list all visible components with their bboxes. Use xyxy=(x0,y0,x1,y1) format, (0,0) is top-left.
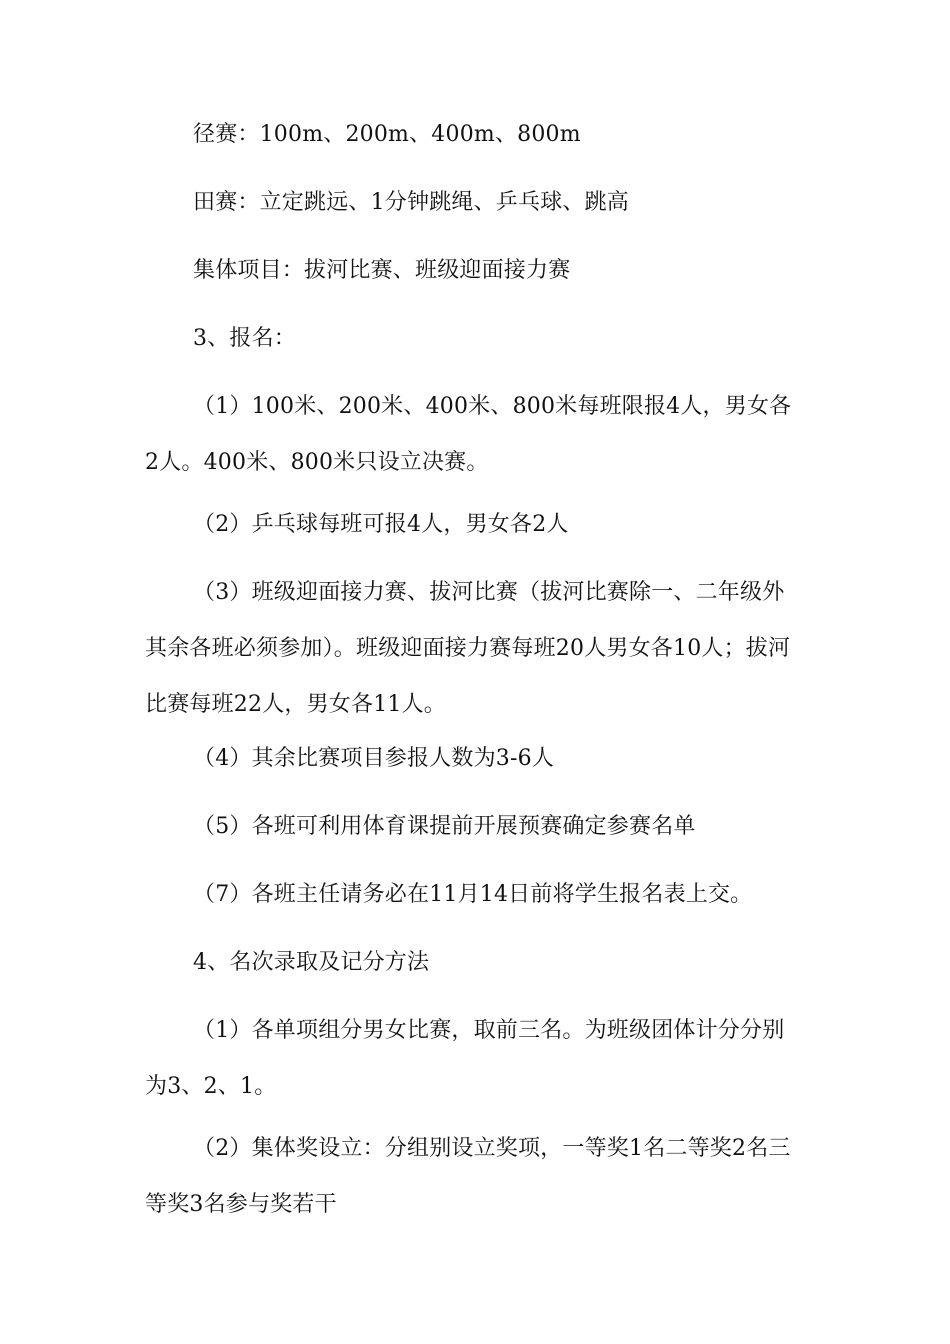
paragraph-ranking-item-2: （2）集体奖设立：分组别设立奖项，一等奖1名二等奖2名三等奖3名参与奖若干 xyxy=(145,1136,791,1217)
paragraph-registration-item-3: （3）班级迎面接力赛、拔河比赛（拔河比赛除一、二年级外其余各班必须参加）。班级迎面接力赛每班20人男女各10人；拔河比赛每班22人，男女各11人。 xyxy=(145,580,791,717)
paragraph-team-events: 集体项目：拔河比赛、班级迎面接力赛 xyxy=(193,258,571,283)
paragraph-registration-item-1: （1）100米、200米、400米、800米每班限报4人，男女各2人。400米、800米只设立决赛。 xyxy=(145,394,792,475)
paragraph-registration-item-7: （7）各班主任请务必在11月14日前将学生报名表上交。 xyxy=(193,882,753,907)
paragraph-registration-item-4: （4）其余比赛项目参报人数为3-6人 xyxy=(193,746,555,771)
paragraph-track-events: 径赛：100m、200m、400m、800m xyxy=(193,122,581,147)
section-heading-registration: 3、报名： xyxy=(193,326,296,351)
paragraph-registration-item-5: （5）各班可利用体育课提前开展预赛确定参赛名单 xyxy=(193,814,696,839)
section-heading-ranking-scoring: 4、名次录取及记分方法 xyxy=(193,950,430,975)
paragraph-field-events: 田赛：立定跳远、1分钟跳绳、乒乓球、跳高 xyxy=(193,190,629,215)
paragraph-registration-item-2: （2）乒乓球每班可报4人，男女各2人 xyxy=(193,512,569,537)
paragraph-ranking-item-1: （1）各单项组分男女比赛，取前三名。为班级团体计分分别为3、2、1。 xyxy=(145,1018,785,1099)
